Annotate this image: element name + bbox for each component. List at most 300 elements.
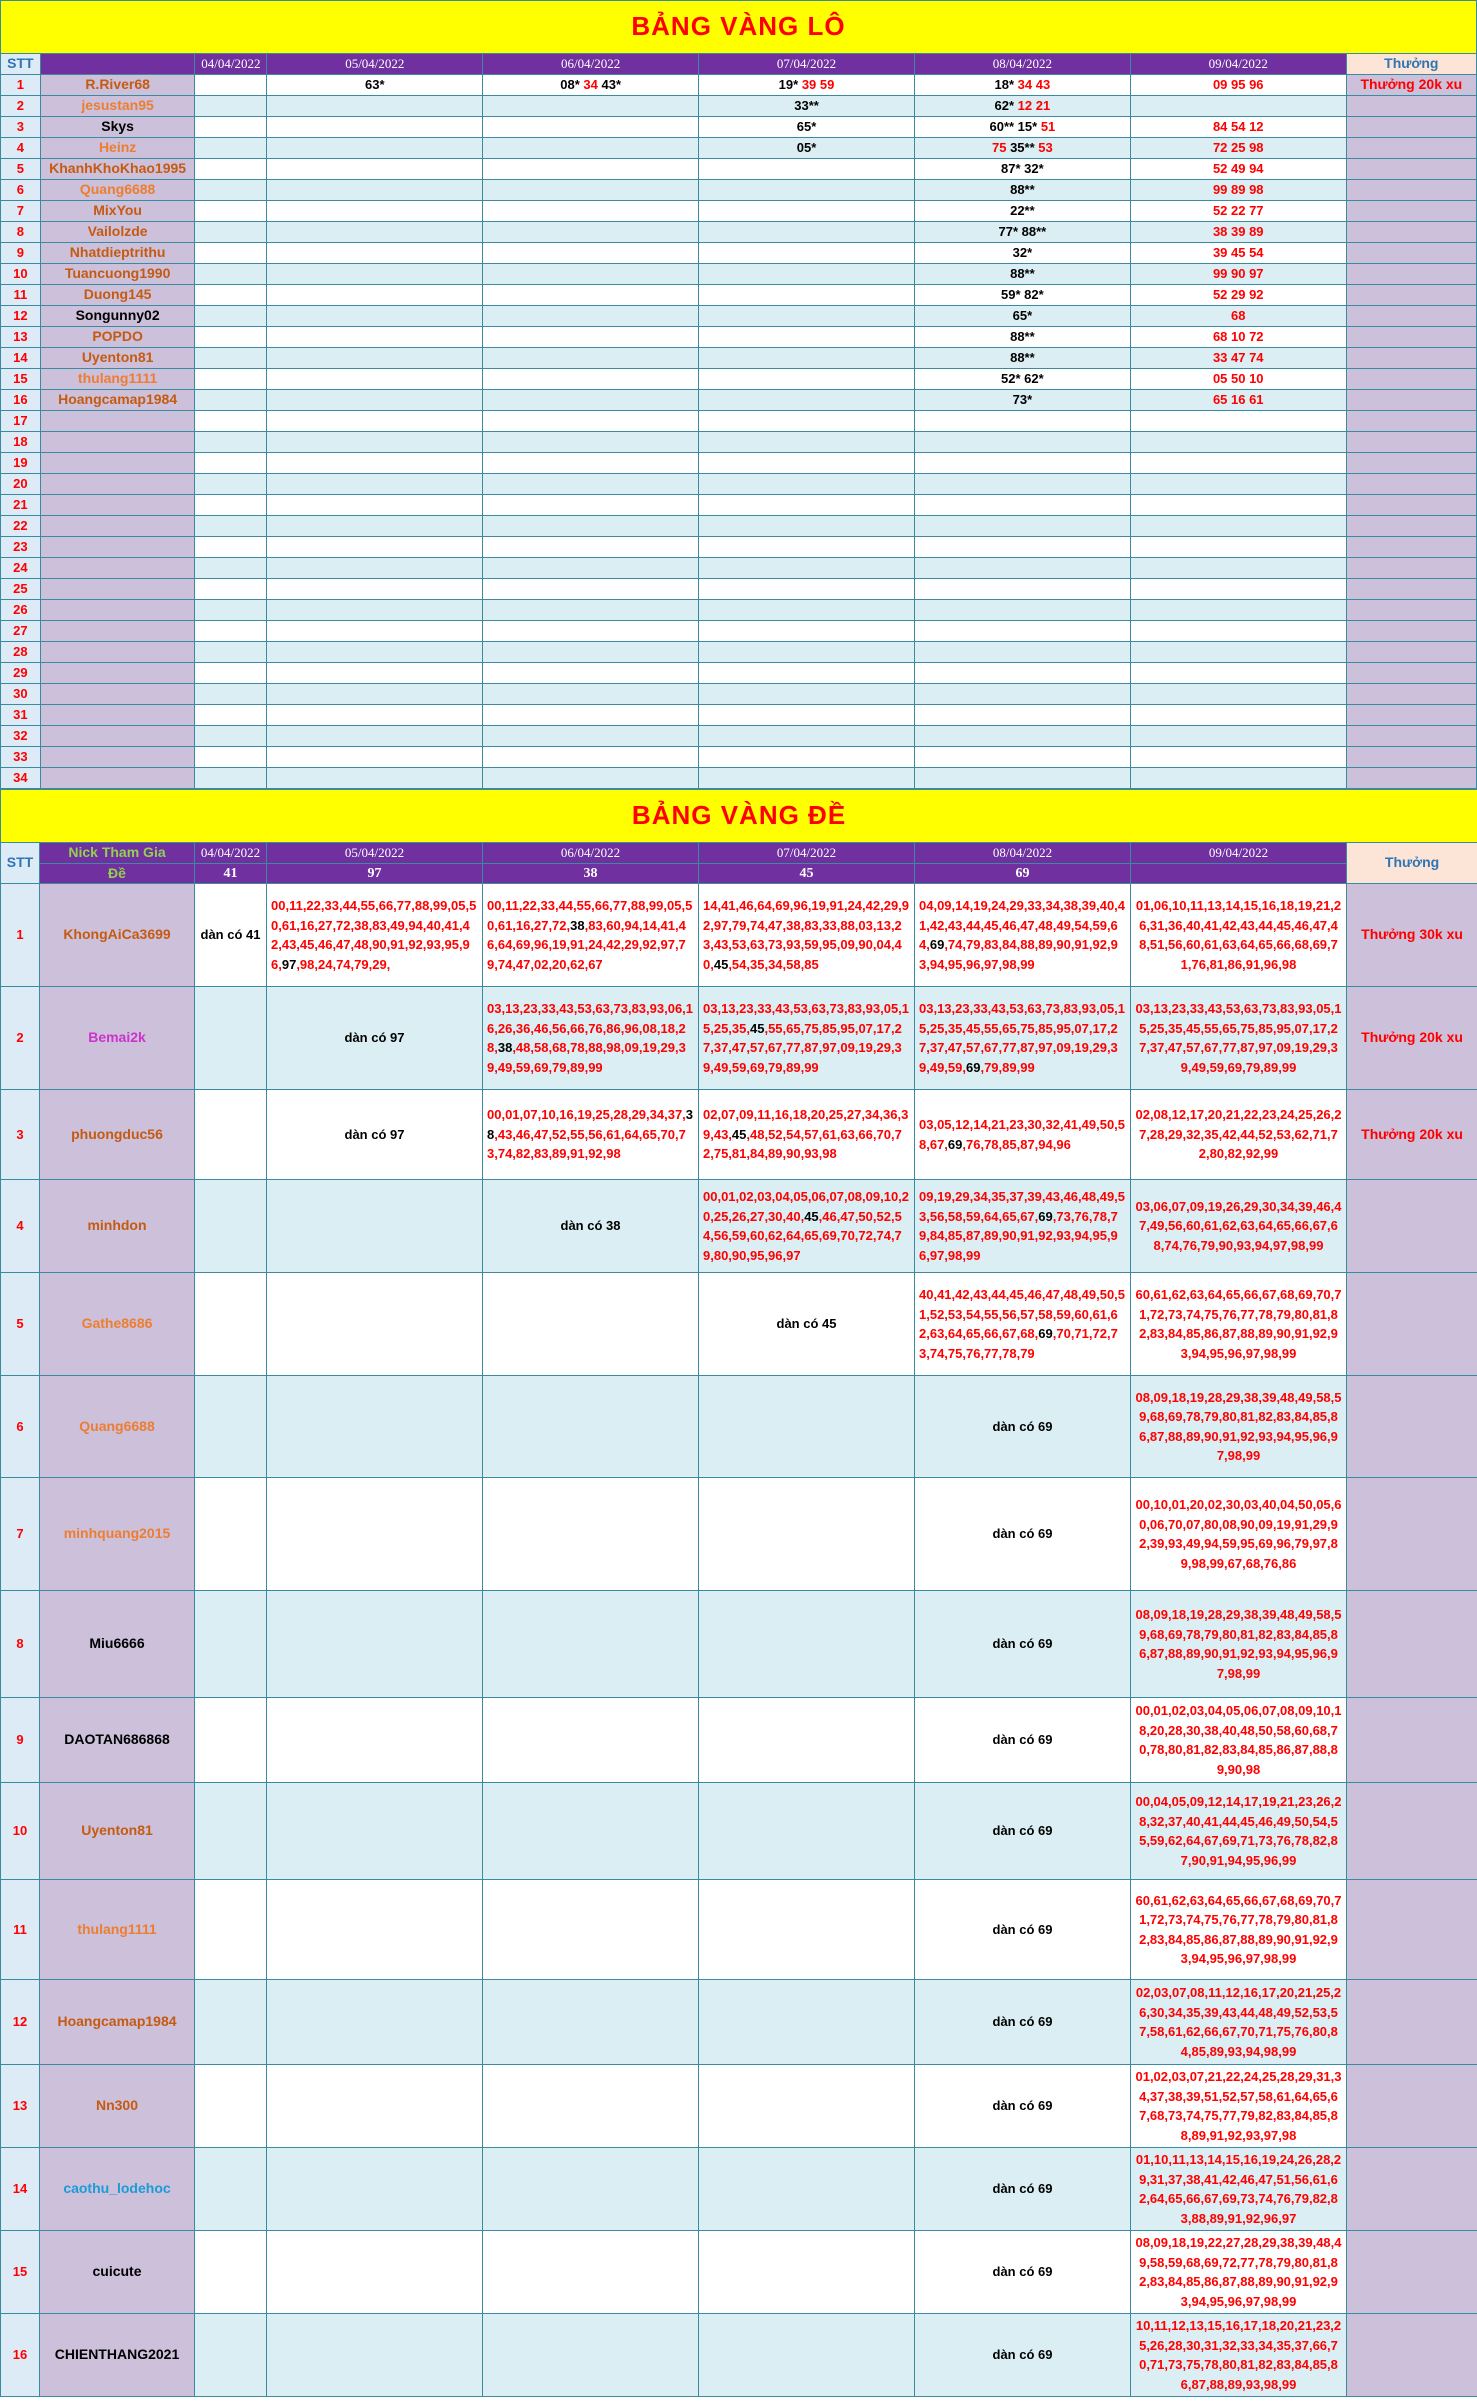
de-day-cell: [699, 1478, 915, 1591]
lo-day-cell: [267, 138, 483, 159]
lo-row-stt: 21: [1, 495, 41, 516]
lo-day-cell: [914, 369, 1130, 390]
de-day-cell: [699, 1273, 915, 1376]
lo-day-cell: [1130, 600, 1346, 621]
de-row-stt: 13: [1, 2065, 40, 2148]
lo-day-cell: [914, 264, 1130, 285]
number-segment: 60,61,62,63,64,65,66,67,68,69,70,71,72,73,74,75,76,77,78,79,80,81,82,83,84,85,86,87,88,89,90,91,92,93,94,95,96,97,98,99: [1135, 1287, 1342, 1361]
de-thuong-header: Thưởng: [1347, 843, 1477, 884]
lo-day-cell: [483, 642, 699, 663]
lo-day-cell: [1130, 369, 1346, 390]
lo-day-cell: [267, 75, 483, 96]
lo-row-stt: 15: [1, 369, 41, 390]
de-day-cell: [915, 2065, 1131, 2148]
number-segment: 39 59: [801, 77, 835, 93]
lo-day-cell: [483, 747, 699, 768]
de-row: [1, 1478, 1477, 1591]
de-date-header: 09/04/2022: [1131, 843, 1347, 864]
lo-day-cell: [267, 369, 483, 390]
lo-row: [1, 117, 1477, 138]
lo-row: [1, 600, 1477, 621]
de-day-cell: [699, 1090, 915, 1180]
lo-day-cell: [699, 579, 915, 600]
lo-day-cell: [195, 264, 267, 285]
de-day-cell: [483, 2231, 699, 2314]
lo-row-nick: MixYou: [40, 201, 195, 222]
number-segment: 88**: [1010, 350, 1035, 366]
lo-row-thuong: [1346, 642, 1476, 663]
number-segment: 97: [281, 956, 297, 972]
number-segment: 03,06,07,09,19,26,29,30,34,39,46,47,49,56,60,61,62,63,64,65,66,67,68,74,76,79,90,93,94,97,98,99: [1135, 1198, 1342, 1253]
lo-row-nick: Quang6688: [40, 180, 195, 201]
de-row-stt: 6: [1, 1376, 40, 1478]
de-row-thuong: [1347, 1180, 1477, 1273]
number-segment: 87* 32*: [1001, 161, 1044, 177]
de-row: [1, 1980, 1477, 2065]
de-day-cell: [195, 1880, 267, 1980]
lo-day-cell: [699, 264, 915, 285]
lo-row-stt: 13: [1, 327, 41, 348]
de-day-cell: [195, 2231, 267, 2314]
de-day-cell: [1131, 2065, 1347, 2148]
number-segment: 77* 88**: [998, 224, 1047, 240]
de-day-cell: [915, 987, 1131, 1090]
lo-day-cell: [267, 705, 483, 726]
de-day-cell: [267, 1880, 483, 1980]
lo-row-stt: 10: [1, 264, 41, 285]
de-row-stt: 2: [1, 987, 40, 1090]
number-segment: 38: [497, 1040, 513, 1055]
lo-day-cell: [699, 159, 915, 180]
lo-day-cell: [483, 96, 699, 117]
number-segment: 38 39 89: [1212, 224, 1264, 240]
lo-nick-header: [40, 54, 195, 75]
de-day-cell: [1131, 1090, 1347, 1180]
de-day-cell: [483, 1698, 699, 1783]
lo-day-cell: [699, 390, 915, 411]
lo-row-nick: [40, 516, 195, 537]
de-day-cell: [195, 1376, 267, 1478]
de-day-cell: [1131, 1478, 1347, 1591]
number-segment: 03,13,23,33,43,53,63,73,83,93,06,16,26,36,46,56,66,76,86,96,08,18,28,: [487, 1001, 694, 1055]
de-day-cell: [915, 2314, 1131, 2397]
de-row: [1, 1180, 1477, 1273]
lo-day-cell: [1130, 432, 1346, 453]
de-day-cell: [267, 1180, 483, 1273]
de-day-cell: [699, 1980, 915, 2065]
lo-day-cell: [699, 747, 915, 768]
number-segment: 00,01,07,10,16,19,25,28,29,34,37,: [487, 1107, 686, 1123]
de-day-cell: [267, 2065, 483, 2148]
de-day-cell: [483, 987, 699, 1090]
lo-row-thuong: [1346, 390, 1476, 411]
lo-row-stt: 29: [1, 663, 41, 684]
lo-day-cell: [699, 117, 915, 138]
number-segment: 35**: [1010, 140, 1039, 156]
number-segment: 03,13,23,33,43,53,63,73,83,93,05,15,25,35,45,55,65,75,85,95,07,17,27,37,47,57,67,77,87,97,09,19,29,39,49,59,69,79,89,99: [1135, 1001, 1342, 1075]
number-segment: 14,41,46,64,69,96,19,91,24,42,29,92,97,79,74,47,38,83,33,88,03,13,23,43,53,63,73,93,59,95,09,90,04,40,: [703, 898, 910, 972]
de-day-cell: [915, 2231, 1131, 2314]
lo-day-cell: [267, 558, 483, 579]
de-day-cell: [1131, 1880, 1347, 1980]
de-day-cell: [699, 1180, 915, 1273]
number-segment: dàn có 45: [776, 1316, 837, 1332]
de-day-cell: [267, 1783, 483, 1880]
lo-day-cell: [914, 75, 1130, 96]
lo-day-cell: [914, 117, 1130, 138]
number-segment: dàn có 69: [992, 2347, 1053, 2363]
de-row-stt: 9: [1, 1698, 40, 1783]
de-day-cell: [195, 987, 267, 1090]
lo-row-nick: Nhatdieptrithu: [40, 243, 195, 264]
de-row-thuong: [1347, 2231, 1477, 2314]
lo-day-cell: [267, 327, 483, 348]
de-row-nick: minhdon: [40, 1180, 195, 1273]
de-date-header: 07/04/2022: [699, 843, 915, 864]
lo-day-cell: [483, 558, 699, 579]
de-row-thuong: [1347, 1880, 1477, 1980]
number-segment: ,48,52,54,57,61,63,66,70,72,75,81,84,89,90,93,98: [703, 1126, 902, 1162]
lo-day-cell: [195, 117, 267, 138]
lo-row-stt: 34: [1, 768, 41, 789]
lo-day-cell: [267, 495, 483, 516]
lo-row: [1, 453, 1477, 474]
lo-day-cell: [1130, 306, 1346, 327]
de-row-thuong: [1347, 2065, 1477, 2148]
lo-row-stt: 25: [1, 579, 41, 600]
de-row: [1, 1591, 1477, 1698]
lo-row-nick: jesustan95: [40, 96, 195, 117]
number-segment: 08,09,18,19,22,27,28,29,38,39,48,49,58,59,68,69,72,77,78,79,80,81,82,83,84,85,86,87,88,89,90,91,92,93,94,95,96,97,98,99: [1135, 2235, 1342, 2309]
lo-row-thuong: [1346, 516, 1476, 537]
number-segment: 08*: [560, 77, 584, 93]
lo-day-cell: [699, 516, 915, 537]
lo-day-cell: [483, 117, 699, 138]
lo-day-cell: [1130, 684, 1346, 705]
de-day-cell: [699, 2314, 915, 2397]
lo-day-cell: [699, 369, 915, 390]
lo-day-cell: [195, 75, 267, 96]
de-row-stt: 5: [1, 1273, 40, 1376]
lo-row-stt: 8: [1, 222, 41, 243]
lo-row-stt: 14: [1, 348, 41, 369]
lo-row: [1, 390, 1477, 411]
lo-row-nick: [40, 453, 195, 474]
number-segment: 03,13,23,33,43,53,63,73,83,93,05,15,25,35,: [703, 1001, 910, 1036]
de-day-cell: [267, 1273, 483, 1376]
lo-row: [1, 75, 1477, 96]
de-row: [1, 1783, 1477, 1880]
number-segment: 22**: [1010, 203, 1035, 219]
lo-day-cell: [1130, 138, 1346, 159]
number-segment: 33**: [794, 98, 819, 114]
lo-row-thuong: [1346, 747, 1476, 768]
de-day-cell: [267, 884, 483, 987]
lo-day-cell: [483, 138, 699, 159]
lo-day-cell: [1130, 558, 1346, 579]
de-row: [1, 1376, 1477, 1478]
number-segment: 32*: [1012, 245, 1033, 261]
lo-row-thuong: [1346, 432, 1476, 453]
lo-row-nick: [40, 600, 195, 621]
lo-row-thuong: Thưởng 20k xu: [1346, 75, 1476, 96]
de-day-cell: [195, 1478, 267, 1591]
de-title: BẢNG VÀNG ĐỀ: [1, 790, 1477, 843]
lo-day-cell: [699, 600, 915, 621]
lo-day-cell: [699, 642, 915, 663]
lo-day-cell: [195, 558, 267, 579]
lo-day-cell: [699, 348, 915, 369]
lo-day-cell: [267, 96, 483, 117]
lo-day-cell: [267, 432, 483, 453]
lo-row-thuong: [1346, 222, 1476, 243]
lo-row-stt: 6: [1, 180, 41, 201]
number-segment: dàn có 69: [992, 1526, 1053, 1542]
lo-day-cell: [483, 201, 699, 222]
lo-row-thuong: [1346, 117, 1476, 138]
lo-day-cell: [914, 516, 1130, 537]
number-segment: 02,03,07,08,11,12,16,17,20,21,25,26,30,34,35,39,43,44,48,49,52,53,57,58,61,62,66,67,70,71,75,76,80,84,85,89,93,94,98,99: [1135, 1985, 1342, 2059]
lo-day-cell: [195, 726, 267, 747]
de-day-cell: [267, 1376, 483, 1478]
lo-row-stt: 33: [1, 747, 41, 768]
lo-row-thuong: [1346, 159, 1476, 180]
de-date-header: 04/04/2022: [195, 843, 267, 864]
lo-day-cell: [914, 453, 1130, 474]
lo-row: [1, 264, 1477, 285]
lo-row-thuong: [1346, 348, 1476, 369]
lo-day-cell: [267, 747, 483, 768]
number-segment: 69: [966, 1059, 981, 1075]
lo-row-thuong: [1346, 327, 1476, 348]
de-nick-subheader: Đề: [40, 864, 195, 884]
de-row-stt: 11: [1, 1880, 40, 1980]
de-day-cell: [1131, 1980, 1347, 2065]
lo-day-cell: [914, 768, 1130, 789]
de-day-cell: [915, 1090, 1131, 1180]
de-day-cell: [915, 1273, 1131, 1376]
de-row-stt: 1: [1, 884, 40, 987]
de-row-nick: cuicute: [40, 2231, 195, 2314]
lo-row: [1, 306, 1477, 327]
number-segment: 69: [1038, 1326, 1053, 1341]
lo-day-cell: [267, 663, 483, 684]
lo-day-cell: [267, 642, 483, 663]
lo-day-cell: [699, 705, 915, 726]
lo-day-cell: [483, 243, 699, 264]
de-day-cell: [915, 1180, 1131, 1273]
lo-day-cell: [914, 579, 1130, 600]
number-segment: 39 45 54: [1212, 245, 1264, 261]
lo-row: [1, 663, 1477, 684]
de-day-cell: [915, 1376, 1131, 1478]
de-day-cell: [483, 1880, 699, 1980]
de-row: [1, 2148, 1477, 2231]
lo-row: [1, 201, 1477, 222]
number-segment: 19*: [778, 77, 802, 93]
lo-day-cell: [1130, 537, 1346, 558]
lo-day-cell: [1130, 348, 1346, 369]
de-row: [1, 1273, 1477, 1376]
de-row-nick: Nn300: [40, 2065, 195, 2148]
lo-day-cell: [195, 495, 267, 516]
lo-day-cell: [483, 327, 699, 348]
lo-day-cell: [483, 369, 699, 390]
lo-row-stt: 2: [1, 96, 41, 117]
de-row-nick: thulang1111: [40, 1880, 195, 1980]
lo-day-cell: [1130, 117, 1346, 138]
lo-row: [1, 726, 1477, 747]
lo-row-stt: 30: [1, 684, 41, 705]
number-segment: 08,09,18,19,28,29,38,39,48,49,58,59,68,69,78,79,80,81,82,83,84,85,86,87,88,89,90,91,92,93,94,95,96,97,98,99: [1135, 1389, 1342, 1463]
lo-day-cell: [699, 432, 915, 453]
de-result: [1131, 864, 1347, 884]
lo-row-thuong: [1346, 537, 1476, 558]
number-segment: 02,08,12,17,20,21,22,23,24,25,26,27,28,29,32,35,42,44,52,53,62,71,72,80,82,92,99: [1135, 1107, 1342, 1162]
lo-row: [1, 768, 1477, 789]
lo-day-cell: [1130, 159, 1346, 180]
number-segment: 68 10 72: [1212, 329, 1264, 345]
lo-day-cell: [1130, 264, 1346, 285]
number-segment: ,46,47,50,52,54,56,59,60,62,64,65,69,70,72,74,79,80,90,95,96,97: [703, 1208, 902, 1263]
lo-day-cell: [483, 159, 699, 180]
lo-row-nick: [40, 411, 195, 432]
lo-row-thuong: [1346, 264, 1476, 285]
lo-row-thuong: [1346, 684, 1476, 705]
lo-day-cell: [914, 159, 1130, 180]
number-segment: ,48,58,68,78,88,98,09,19,29,39,49,59,69,79,89,99: [487, 1040, 686, 1075]
number-segment: dàn có 97: [344, 1030, 405, 1046]
lo-day-cell: [699, 96, 915, 117]
number-segment: ,73,76,78,79,84,85,87,89,90,91,92,93,94,95,96,97,98,99: [919, 1208, 1118, 1263]
de-day-cell: [483, 1180, 699, 1273]
lo-row-stt: 28: [1, 642, 41, 663]
lo-row-nick: [40, 558, 195, 579]
lo-day-cell: [914, 306, 1130, 327]
lo-day-cell: [483, 264, 699, 285]
number-segment: ,83,60,94,14,41,46,64,69,96,19,91,24,42,29,92,97,79,74,47,02,20,62,67: [487, 917, 686, 972]
lo-row-nick: [40, 747, 195, 768]
lo-row-stt: 20: [1, 474, 41, 495]
lo-day-cell: [483, 600, 699, 621]
lo-day-cell: [699, 495, 915, 516]
de-row: [1, 987, 1477, 1090]
de-result: 69: [915, 864, 1131, 884]
de-result: 97: [267, 864, 483, 884]
lo-row-nick: [40, 663, 195, 684]
lo-day-cell: [914, 327, 1130, 348]
lo-day-cell: [699, 684, 915, 705]
lo-day-cell: [1130, 621, 1346, 642]
lo-day-cell: [1130, 495, 1346, 516]
de-row: [1, 2231, 1477, 2314]
lo-row: [1, 285, 1477, 306]
lo-day-cell: [483, 516, 699, 537]
lo-day-cell: [267, 621, 483, 642]
de-row-nick: DAOTAN686868: [40, 1698, 195, 1783]
de-table: [0, 789, 1477, 2397]
lo-day-cell: [914, 411, 1130, 432]
lo-date-header: 06/04/2022: [483, 54, 699, 75]
lo-day-cell: [699, 75, 915, 96]
lo-title: BẢNG VÀNG LÔ: [1, 1, 1477, 54]
de-day-cell: [195, 2065, 267, 2148]
lo-day-cell: [1130, 243, 1346, 264]
de-day-cell: [267, 2231, 483, 2314]
lo-day-cell: [267, 453, 483, 474]
lo-day-cell: [267, 243, 483, 264]
number-segment: 53: [1038, 140, 1053, 156]
de-day-cell: [1131, 1180, 1347, 1273]
lo-day-cell: [267, 390, 483, 411]
lo-day-cell: [483, 768, 699, 789]
de-row-nick: Bemai2k: [40, 987, 195, 1090]
de-day-cell: [267, 1591, 483, 1698]
lo-day-cell: [195, 243, 267, 264]
number-segment: dàn có 69: [992, 1921, 1053, 1937]
de-day-cell: [1131, 1273, 1347, 1376]
de-day-cell: [267, 987, 483, 1090]
lo-row: [1, 579, 1477, 600]
lo-row-stt: 16: [1, 390, 41, 411]
de-row: [1, 884, 1477, 987]
number-segment: 38: [570, 917, 585, 933]
lo-day-cell: [483, 75, 699, 96]
de-row-thuong: [1347, 1478, 1477, 1591]
number-segment: 68: [1231, 308, 1246, 324]
lo-day-cell: [1130, 75, 1346, 96]
number-segment: 88**: [1010, 329, 1035, 345]
de-day-cell: [267, 1478, 483, 1591]
de-day-cell: [699, 1880, 915, 1980]
lo-day-cell: [483, 348, 699, 369]
lo-day-cell: [267, 285, 483, 306]
lo-day-cell: [914, 348, 1130, 369]
number-segment: dàn có 69: [992, 1823, 1053, 1839]
lo-row-stt: 31: [1, 705, 41, 726]
lo-row-stt: 5: [1, 159, 41, 180]
lo-day-cell: [1130, 453, 1346, 474]
de-nick-header: Nick Tham Gia: [40, 843, 195, 864]
lo-row-nick: thulang1111: [40, 369, 195, 390]
de-day-cell: [699, 2148, 915, 2231]
lo-day-cell: [195, 159, 267, 180]
number-segment: ,76,78,85,87,94,96: [962, 1136, 1071, 1152]
number-segment: 69: [1038, 1208, 1053, 1224]
lo-row: [1, 138, 1477, 159]
de-day-cell: [483, 1591, 699, 1698]
lo-day-cell: [195, 390, 267, 411]
lo-row-nick: Heinz: [40, 138, 195, 159]
lo-row-stt: 32: [1, 726, 41, 747]
lo-row-nick: [40, 684, 195, 705]
lo-day-cell: [195, 705, 267, 726]
lo-day-cell: [914, 747, 1130, 768]
lo-day-cell: [267, 117, 483, 138]
de-day-cell: [483, 1376, 699, 1478]
de-day-cell: [699, 1783, 915, 1880]
number-segment: 65 16 61: [1212, 392, 1264, 408]
de-day-cell: [483, 2065, 699, 2148]
lo-day-cell: [1130, 327, 1346, 348]
lo-day-cell: [267, 516, 483, 537]
number-segment: 69: [929, 937, 945, 952]
lo-day-cell: [1130, 285, 1346, 306]
number-segment: 99 89 98: [1212, 182, 1264, 198]
de-day-cell: [699, 1698, 915, 1783]
lo-day-cell: [195, 285, 267, 306]
lo-day-cell: [195, 327, 267, 348]
